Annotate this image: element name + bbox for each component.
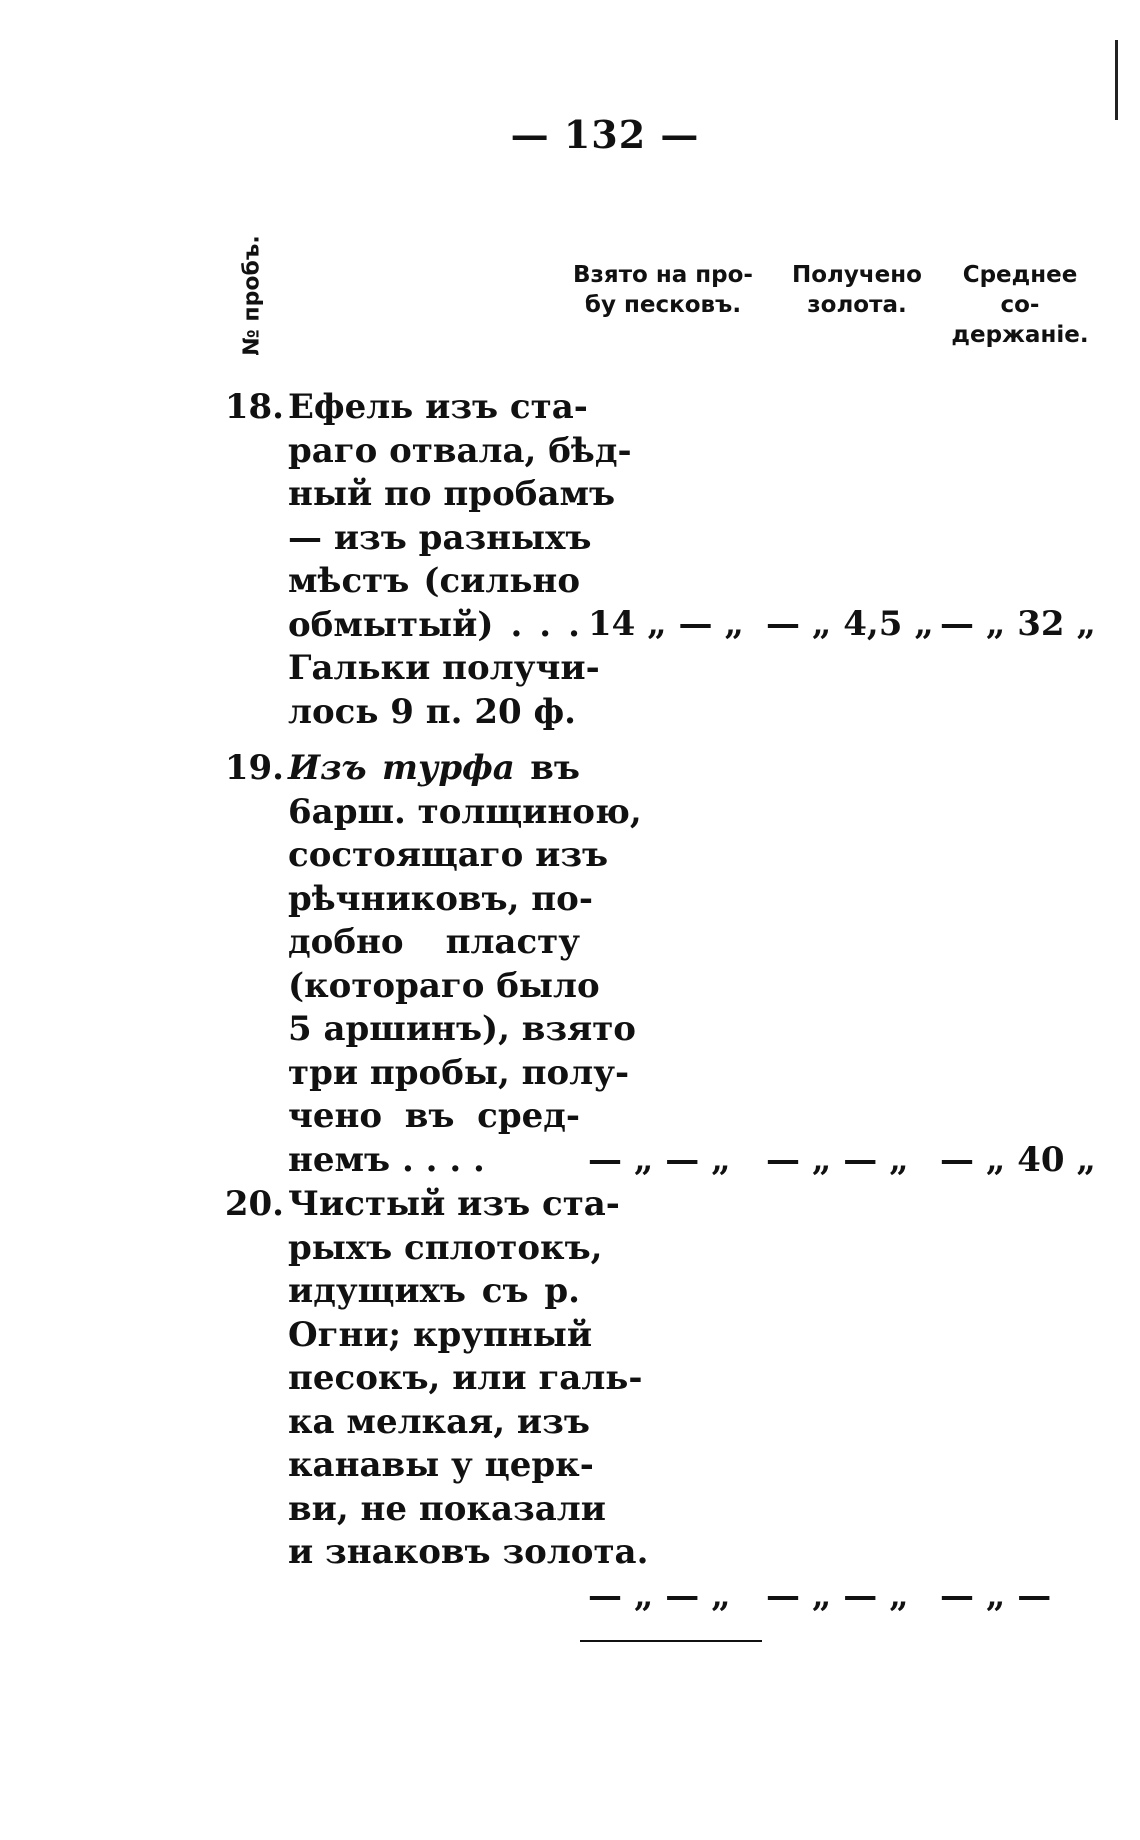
entry-line: состоящаго изъ: [288, 835, 609, 875]
entry-19-first-rest: въ: [530, 748, 580, 788]
entry-20-gold-value: — „ — „: [766, 1576, 909, 1616]
entry-line-first: [288, 747, 580, 791]
entry-19-sand-value: — „ — „: [588, 1140, 731, 1180]
entry-line: песокъ, или галь-: [288, 1358, 643, 1398]
entry-19-average-value: — „ 40 „: [940, 1140, 1096, 1180]
column-header-sand-line-2: бу песковъ.: [584, 292, 742, 318]
entry-20-text: [288, 1183, 649, 1575]
entry-line: — изъ разныхъ: [288, 517, 592, 558]
entry-19-values: [588, 1140, 1108, 1184]
entry-line: Гальки получи-: [288, 648, 600, 688]
entry-line: 5 аршинъ), взято: [288, 1009, 636, 1049]
column-header-gold-line-2: золота.: [807, 292, 907, 318]
column-header-sand-line-1: Взято на про-: [573, 262, 753, 288]
entry-line: канавы у церк-: [288, 1445, 594, 1485]
entry-line: Чистый изъ ста-: [288, 1184, 620, 1224]
entry-line: ви, не показали: [288, 1488, 606, 1529]
entry-line: 6арш. толщиною,: [288, 791, 642, 832]
page-number: — 132 —: [510, 112, 700, 157]
entry-line: рѣчниковъ, по-: [288, 878, 593, 919]
entry-line: и знаковъ золота.: [288, 1532, 649, 1572]
entry-20-values: [588, 1576, 1108, 1620]
column-header-average: [944, 260, 1096, 350]
column-header-average-line-2: держаніе.: [951, 322, 1089, 348]
entry-18-values: [588, 604, 1108, 648]
entry-19-number: 19.: [224, 748, 284, 788]
entry-line: обмытый) . . .: [288, 604, 580, 645]
entry-18-gold-value: — „ 4,5 „: [766, 604, 934, 644]
entry-19-text: [288, 747, 642, 1182]
column-header-gold: [782, 260, 932, 320]
column-header-average-line-1: Среднее со-: [962, 262, 1078, 318]
entry-20-number: 20.: [224, 1184, 284, 1224]
entry-line: (котораго было: [288, 965, 600, 1006]
column-header-gold-line-1: Получено: [792, 262, 922, 288]
column-header-sand: [572, 260, 754, 320]
entry-18-number: 18.: [224, 387, 284, 427]
entry-line: рыхъ сплотокъ,: [288, 1227, 603, 1268]
entry-line: лось 9 п. 20 ф.: [288, 691, 576, 732]
entry-line: Огни; крупный: [288, 1314, 593, 1355]
entry-line: ка мелкая, изъ: [288, 1401, 590, 1442]
entry-line: чено въ сред-: [288, 1096, 580, 1136]
entry-18-text: [288, 386, 632, 734]
entry-line: ный по пробамъ: [288, 474, 616, 514]
entry-line: три пробы, полу-: [288, 1052, 630, 1093]
entry-line: немъ . . . .: [288, 1139, 485, 1180]
closing-rule: [580, 1640, 762, 1642]
margin-line: [1115, 40, 1118, 120]
entry-line: раго отвала, бѣд-: [288, 430, 632, 471]
entry-19-gold-value: — „ — „: [766, 1140, 909, 1180]
entry-19-italic-term: Изъ турфа: [288, 748, 515, 788]
entry-line: Ефель изъ ста-: [288, 387, 588, 427]
entry-line: мѣстъ (сильно: [288, 561, 580, 601]
entry-20-sand-value: — „ — „: [588, 1576, 731, 1616]
entry-line: идущихъ съ р.: [288, 1271, 580, 1311]
column-header-number-label: № пробъ.: [239, 234, 265, 356]
column-header-number: [222, 225, 282, 365]
entry-line: добно пласту: [288, 922, 580, 962]
entry-18-average-value: — „ 32 „: [940, 604, 1096, 644]
entry-18-sand-value: 14 „ — „: [588, 604, 744, 644]
entry-20-average-value: — „ —: [940, 1576, 1052, 1616]
